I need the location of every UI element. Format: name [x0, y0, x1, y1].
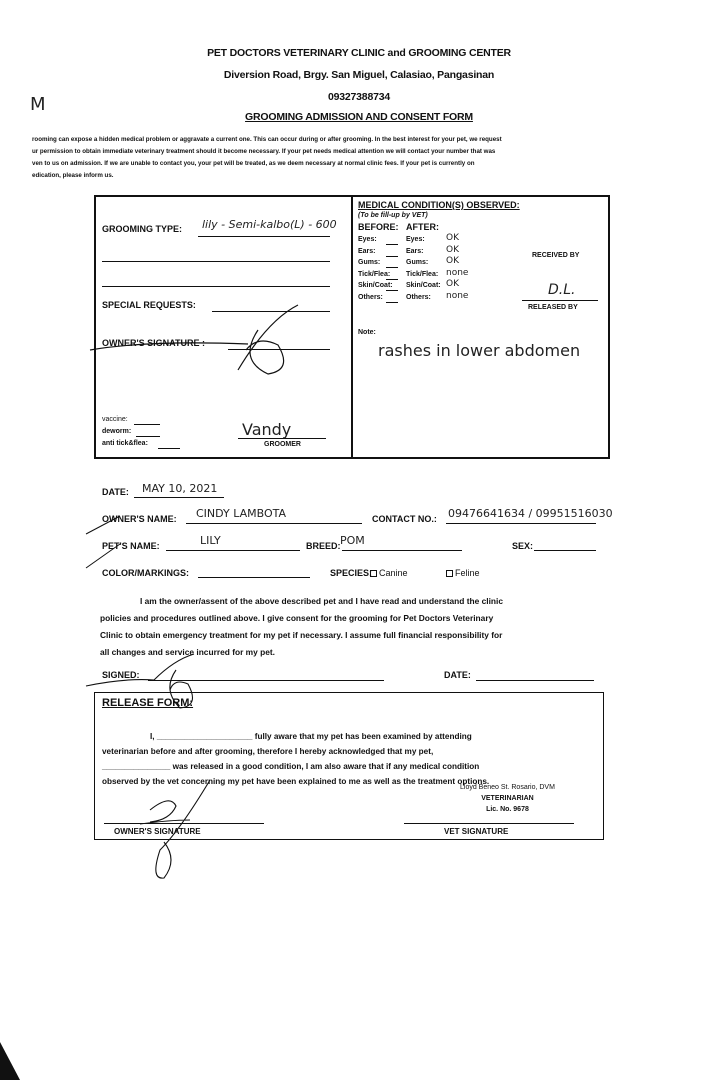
before-row-field[interactable] — [386, 302, 398, 303]
vaccine-label: vaccine: — [102, 416, 128, 423]
note-label: Note: — [358, 329, 376, 336]
intro-line: rooming can expose a hidden medical problem or aggravate a current one. This can occur during or after grooming. In the best interest for your pet, we request — [32, 136, 502, 143]
anti-tick-label: anti tick&flea: — [102, 440, 148, 447]
clinic-phone: 09327388734 — [327, 91, 391, 103]
after-row-label: Gums: — [406, 259, 429, 266]
clinic-name: PET DOCTORS VETERINARY CLINIC and GROOMING CENTER — [207, 47, 511, 59]
color-field[interactable] — [198, 577, 310, 578]
stamp-title: VETERINARIAN — [481, 795, 534, 802]
stamp-license: Lic. No. 9678 — [486, 806, 529, 813]
intro-line: ven to us on admission. If we are unable to contact you, your pet will be treated, as we deem necessary at normal clinic fees. If your pet is currently on — [32, 160, 475, 167]
vet-sig-field[interactable] — [404, 823, 574, 824]
groomer-signature: Vandy — [242, 420, 292, 439]
release-owner-scribble — [130, 770, 240, 885]
after-row-label: Tick/Flea: — [406, 270, 439, 278]
owner-name-value[interactable]: CINDY LAMBOTA — [196, 507, 287, 520]
intro-line: edication, please inform us. — [32, 172, 114, 179]
feline-label: Feline — [455, 568, 480, 578]
medical-subtitle: (To be fill-up by VET) — [358, 212, 428, 219]
release-line: _______________ was released in a good condition, I am also aware that if any medical condition — [102, 762, 480, 771]
received-by-label: RECEIVED BY — [532, 252, 580, 259]
after-row-label: Ears: — [406, 247, 424, 255]
date-label: DATE: — [102, 487, 129, 497]
contact-value[interactable]: 09476641634 / 09951516030 — [448, 507, 613, 520]
pet-name-value[interactable]: LILY — [200, 534, 221, 547]
released-by-signature: D.L. — [548, 282, 576, 298]
release-line: observed by the vet concerning my pet have been explained to me as well as the treatment options. — [102, 777, 490, 786]
after-row-value[interactable]: OK — [446, 233, 459, 243]
before-row-field[interactable] — [386, 244, 398, 245]
released-by-label: RELEASED BY — [528, 304, 578, 311]
corner-mark — [0, 1040, 24, 1080]
after-row-value[interactable]: OK — [446, 244, 459, 255]
owner-signature-scribble — [88, 300, 318, 380]
release-owner-sig-label: OWNER'S SIGNATURE — [114, 827, 201, 836]
before-row-field[interactable] — [386, 279, 398, 280]
before-row-label: Ears: — [358, 247, 376, 255]
sex-field[interactable] — [534, 550, 596, 551]
consent-line: policies and procedures outlined above. I give consent for the grooming for Pet Doctors Veterinary — [100, 613, 494, 623]
vet-sig-label: VET SIGNATURE — [444, 827, 509, 836]
stamp-name: Lloyd Beneo St. Rosario, DVM — [460, 784, 555, 791]
before-row-label: Eyes: — [358, 236, 377, 243]
consent-line: Clinic to obtain emergency treatment for my pet if necessary. I assume full financial responsibility for — [100, 630, 503, 640]
consent-line: all changes and service incurred for my pet. — [100, 647, 276, 657]
color-label: COLOR/MARKINGS: — [102, 568, 189, 578]
species-label: SPECIES: — [330, 568, 373, 578]
sex-label: SEX: — [512, 541, 534, 551]
special-requests-label: SPECIAL REQUESTS: — [102, 300, 196, 310]
breed-value[interactable]: POM — [340, 534, 365, 547]
after-label: AFTER: — [406, 222, 439, 232]
before-row-label: Skin/Coat: — [358, 282, 393, 289]
intro-paragraph — [32, 134, 682, 182]
note-value[interactable]: rashes in lower abdomen — [378, 341, 581, 360]
release-title: RELEASE FORM: — [102, 697, 194, 709]
before-label: BEFORE: — [358, 222, 399, 232]
owner-name-label: OWNER'S NAME: — [102, 514, 177, 524]
after-row-value[interactable]: none — [446, 267, 469, 278]
before-row-field[interactable] — [386, 267, 398, 268]
after-row-value[interactable]: OK — [446, 279, 459, 289]
consent-date-label: DATE: — [444, 670, 471, 680]
consent-line: I am the owner/assent of the above described pet and I have read and understand the clinic — [140, 596, 504, 606]
grooming-type-value[interactable]: lily - Semi-kalbo(L) - 600 — [202, 218, 337, 231]
feline-checkbox[interactable] — [446, 570, 453, 577]
canine-checkbox[interactable] — [370, 570, 377, 577]
after-row-label: Skin/Coat: — [406, 282, 441, 289]
canine-label: Canine — [379, 568, 408, 578]
before-row-label: Tick/Flea: — [358, 270, 391, 278]
release-line: veterinarian before and after grooming, therefore I hereby acknowledged that my pet, — [102, 747, 434, 756]
contact-label: CONTACT NO.: — [372, 514, 437, 524]
groomer-label: GROOMER — [264, 441, 301, 448]
consent-date-field[interactable] — [476, 680, 594, 681]
after-row-label: Others: — [406, 293, 431, 301]
before-row-label: Gums: — [358, 259, 381, 266]
before-row-field[interactable] — [386, 290, 398, 291]
grooming-type-label: GROOMING TYPE: — [102, 224, 183, 234]
signed-label: SIGNED: — [102, 670, 140, 680]
box-divider — [351, 195, 353, 459]
pet-name-label: PET'S NAME: — [102, 541, 160, 551]
deworm-label: deworm: — [102, 428, 132, 435]
before-row-label: Others: — [358, 293, 383, 301]
vet-stamp — [460, 782, 555, 815]
after-row-label: Eyes: — [406, 236, 425, 243]
date-value[interactable]: MAY 10, 2021 — [142, 482, 218, 495]
owner-signature-label: OWNER'S SIGNATURE : — [102, 338, 205, 348]
release-line: I, _____________________ fully aware that my pet has been examined by attending — [150, 732, 472, 741]
medical-title: MEDICAL CONDITION(S) OBSERVED: — [358, 200, 520, 210]
clinic-address: Diversion Road, Brgy. San Miguel, Calasiao, Pangasinan — [223, 69, 495, 81]
form-title: GROOMING ADMISSION AND CONSENT FORM — [245, 111, 473, 123]
after-row-value[interactable]: OK — [446, 256, 459, 266]
margin-mark: M — [30, 94, 46, 115]
before-row-field[interactable] — [386, 256, 398, 257]
after-row-value[interactable]: none — [446, 290, 469, 301]
breed-label: BREED: — [306, 541, 341, 551]
intro-line: ur permission to obtain immediate veterinary treatment should it become necessary. If your pet needs medical attention we will contact your number that was — [32, 148, 496, 155]
